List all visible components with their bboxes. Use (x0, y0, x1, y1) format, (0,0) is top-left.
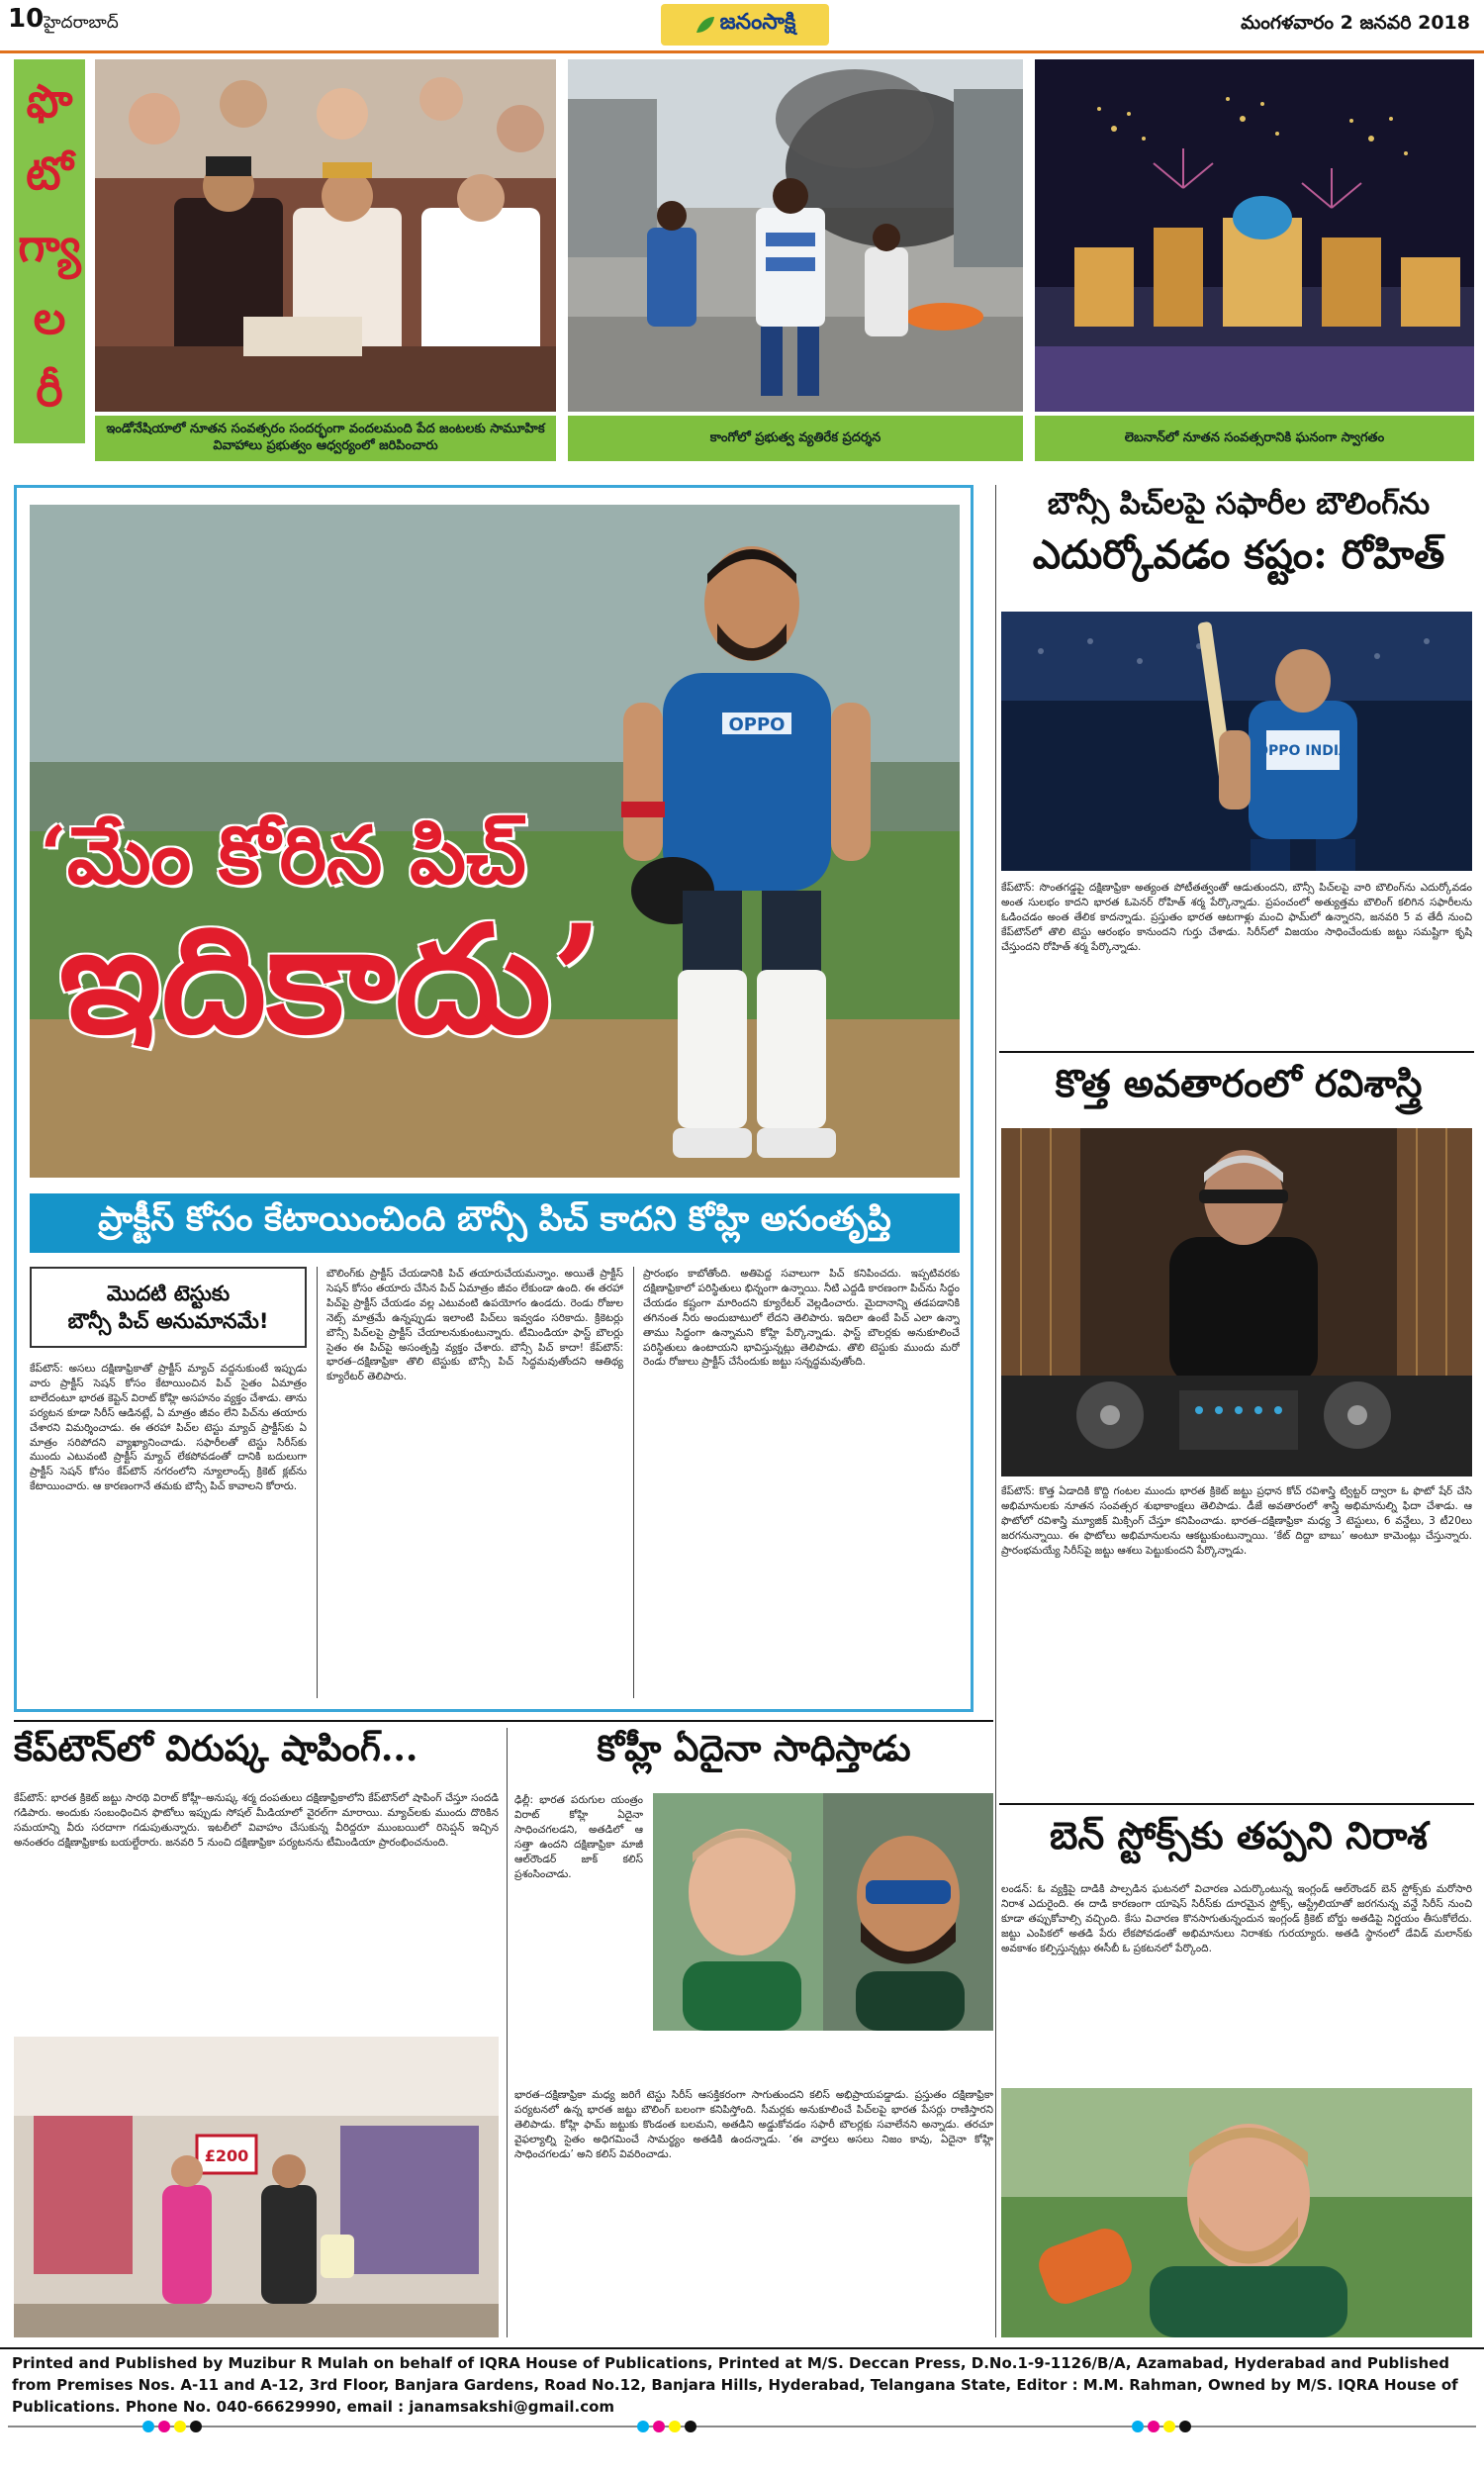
kohli-column-3: ప్రారంభం కాబోతోంది. అతిపెద్ద సవాలుగా పిచ్ కనిపించదు. ఇప్పటివరకు దక్షిణాఫ్రికాలో పరిస్థితులు భిన్నంగా ఉన్నాయి. నీటి ఎద్దడి కారణంగా పిచ్‌ను సిద్ధం చేయడం కష్టంగా మారిందని క్యూరేటర్ వెల్లడించారు. మైదానాన్ని తడపడానికి తగినంత నీరు అందుబాటులో లేదని తెలిపారు. ఇదిలా ఉంటే పిచ్ ఎలా ఉన్నా తాము సిద్ధంగా ఉన్నామని కోహ్లి పేర్కొన్నాడు. ఫాస్ట్ బౌలర్లకు అనుకూలించే పరిస్థితులు ఉంటాయని భావిస్తున్నట్లు తెలిపాడు. తొలి టెస్టుకు ముందు మరో రెండు రోజులు ప్రాక్టీస్ చేసేందుకు జట్టు సన్నద్ధమవుతోంది. (643, 1268, 960, 1369)
gallery-photo-lebanon-fireworks (1035, 59, 1474, 412)
kohli-can-body: భారత–దక్షిణాఫ్రికా మధ్య జరిగే టెస్టు సిరీస్ ఆసక్తికరంగా సాగుతుందని కలిస్ అభిప్రాయపడ్డాడు. ప్రస్తుతం దక్షిణాఫ్రికా పర్యటనలో ఉన్న భారత జట్టు బౌలింగ్ బలంగా కనిపిస్తోంది. సీమర్లకు అనుకూలించే పిచ్‌లపై భారత పేసర్లు రాణిస్తారని తెలిపాడు. కోహ్లి ఫామ్ జట్టుకు కొండంత బలమని, అతడిని అడ్డుకోవడం సఫారీ బౌలర్లకు సవాలేనని అన్నాడు. తరచూ వైఫల్యాల్ని సైతం అధిగమించే సామర్థ్యం అతడికి ఉందన్నాడు. ‘ఈ వార్తలు అసలు నిజం కావు, ఏదైనా కోహ్లి సాధించగలడు’ అని కలిస్ వివరించాడు. (514, 2089, 993, 2160)
kohli-column-1: కేప్‌టౌన్: అసలు దక్షిణాఫ్రికాతో ప్రాక్టీస్ మ్యాచ్ వద్దనుకుంటే ఇప్పుడు వారు ప్రాక్టీస్ సెషన్ కోసం కేటాయించిన పిచ్ సైతం ఏమాత్రం బాలేదంటూ భారత కెప్టెన్ విరాట్ కోహ్లి అసహనం వ్యక్తం చేశాడు. తాను పర్యటన కూడా సిరీస్ ఆడినట్లే, ఏ మాత్రం జీవం లేని పిచ్‌ను తయారు చేశారని విమర్శించాడు. ఈ తరహా పిచ్‌ల టెస్టు మ్యాచ్ ప్రాక్టీస్‌కు ఏ మాత్రం సరిపోదని వ్యాఖ్యానించాడు. సఫారీలతో టెస్టు సిరీస్‌కు ముందు ఎటువంటి ప్రాక్టీస్ మ్యాచ్ లేకపోవడంతో దానికి బదులుగా ప్రాక్టీస్ సెషన్ కోసం కేప్‌టౌన్ నగరంలోని న్యూలాండ్స్ క్రికెట్ క్లబ్‌ను కేటాయించారు. ఆ కారణంగానే తమకు బౌన్సీ పిచ్ కావాలని కోరారు. (30, 1363, 307, 1493)
ravi-shastri-dj-photo (1001, 1128, 1472, 1476)
capetown-body: కేప్‌టౌన్: భారత క్రికెట్ జట్టు సారథి విరాట్ కోహ్లీ–అనుష్క శర్మ దంపతులు దక్షిణాఫ్రికాలోని కేప్‌టౌన్‌లో షాపింగ్ చేస్తూ సందడి గడిపారు. అందుకు సంబంధించిన ఫొటోలు ఇప్పుడు సోషల్ మీడియాలో వైరల్‌గా మారాయి. మ్యాచ్‌లకు ముందు దొరికిన సమయాన్ని వీరు సరదాగా గడుపుతున్నారు. ఇటలీలో వివాహం చేసుకున్న వీరిద్దరూ ముంబయిలో రిసెప్షన్ ఇచ్చిన అనంతరం దక్షిణాఫ్రికాకు బయల్దేరారు. జనవరి 5 నుంచి దక్షిణాఫ్రికా పర్యటనను టీమిండియా ప్రారంభించనుంది. (14, 1792, 499, 1849)
gallery-label-char: రీ (36, 362, 63, 417)
gallery-label-char: ల (33, 290, 66, 344)
kohli-can-intro: ఢిల్లీ: భారత పరుగుల యంత్రం విరాట్ కోహ్లి ఏదైనా సాధించగలడని, అతడిలో ఆ సత్తా ఉందని దక్షిణాఫ్రికా మాజీ ఆల్‌రౌండర్ జాక్ కలిస్ ప్రశంసించాడు. (514, 1794, 643, 1880)
ravi-headline: కొత్త అవతారంలో రవిశాస్త్రి (1055, 1061, 1423, 1105)
store-price-sign: £200 (204, 2146, 249, 2165)
gallery-photo-congo-protest (568, 59, 1023, 412)
virushka-shopping-photo (14, 2037, 499, 2337)
rohit-body: కేప్‌టౌన్: సొంతగడ్డపై దక్షిణాఫ్రికా అత్యంత పోటీతత్వంతో ఆడుతుందని, బౌన్సీ పిచ్‌లపై వారి బౌలింగ్‌ను ఎదుర్కోవడం అంత సులభం కాదని భారత ఓపెనర్ రోహిత్ శర్మ పేర్కొన్నాడు. ప్రపంచంలో అత్యుత్తమ బౌలింగ్ కలిగిన సఫారీలను ఓడించడం అంత తేలిక కాదన్నాడు. ప్రస్తుతం భారత ఆటగాళ్లు మంచి ఫామ్‌లో ఉన్నారని, జనవరి 5 వ తేదీ నుంచి కేప్‌టౌన్‌లో తొలి టెస్టు ఆరంభం కానుందని గుర్తు చేశాడు. సిరీస్‌లో విజయం సాధించేందుకు జట్టు సమష్టిగా కృషి చేస్తుందని రోహిత్ శర్మ పేర్కొన్నాడు. (1001, 882, 1472, 953)
column-divider (995, 485, 996, 2337)
kallis-kohli-photo (653, 1793, 993, 2031)
kohli-subhead-line2: బౌన్సీ పిచ్ అనుమానమే! (67, 1309, 269, 1333)
kohli-can-headline: కోహ్లీ ఏదైనా సాధిస్తాడు (597, 1728, 911, 1769)
section-divider (14, 1720, 993, 1722)
stokes-body: లండన్: ఓ వ్యక్తిపై దాడికి పాల్పడిన ఘటనలో విచారణ ఎదుర్కొంటున్న ఇంగ్లండ్ ఆల్‌రౌండర్ బెన్ స్టోక్స్‌కు మరోసారి నిరాశ ఎదురైంది. ఈ దాడి కారణంగా యాషెస్ సిరీస్‌కు దూరమైన స్టోక్స్, ఆస్ట్రేలియాతో జరగనున్న వన్డే సిరీస్ నుంచి కూడా తప్పుకోవాల్సి వచ్చింది. కేసు విచారణ కొనసాగుతున్నందున ఇంగ్లండ్ క్రికెట్ బోర్డు అతడిపై నిర్ణయం తీసుకోలేదు. జట్టు ఎంపికలో అతడి పేరు లేకపోవడంతో అభిమానులు నిరాశకు గురయ్యారు. అతడి స్థానంలో డేవిడ్ మలాన్‌కు అవకాశం కల్పిస్తున్నట్లు ఈసీబీ ఓ ప్రకటనలో పేర్కొంది. (1001, 1883, 1472, 1954)
rohit-photo (1001, 612, 1472, 871)
kohli-headline-line1: ‘మేం కోరిన పిచ్ (40, 809, 526, 902)
gallery-caption-lebanon: లెబనాన్‌లో నూతన సంవత్సరానికి ఘనంగా స్వాగతం (1035, 416, 1474, 461)
gallery-label-char: ఫొ (26, 74, 73, 129)
section-divider (999, 1051, 1474, 1053)
column-divider (317, 1267, 318, 1698)
edition-label: హైదరాబాద్ (44, 13, 119, 33)
masthead (0, 0, 1484, 53)
page-number: 10 (8, 4, 45, 34)
kohli-column-2: బౌలింగ్‌కు ప్రాక్టీస్ చేయడానికి పిచ్ తయారుచేయమన్నాం. అయితే ప్రాక్టీస్ సెషన్ కోసం తయారు చేసిన పిచ్ ఏమాత్రం జీవం లేకుండా ఉంది. ఈ తరహా పిచ్‌పై ప్రాక్టీస్ చేయడం వల్ల ఎటువంటి ఉపయోగం ఉండదు. రెండు రోజుల నెట్స్ మాత్రమే ఉన్నప్పుడు ఇలాంటి పిచ్‌లు ఇవ్వడం సరికాదు. క్రికెటర్లు బౌన్సీ పిచ్‌లపై ప్రాక్టీస్ చేయాలనుకుంటున్నారు. టీమిండియా ఫాస్ట్ బౌలర్లు సైతం ఈ పిచ్‌పై అసంతృప్తి వ్యక్తం చేశారు. బౌన్సీ పిచ్ కాదా! కేప్‌టౌన్: భారత–దక్షిణాఫ్రికా తొలి టెస్టుకు బౌన్సీ పిచ్ సిద్ధమవుతోందని ఆతిథ్య క్యూరేటర్ తెలిపారు. (326, 1268, 623, 1383)
section-divider (999, 1803, 1474, 1805)
issue-date: మంగళవారం 2 జనవరి 2018 (1241, 12, 1470, 34)
column-divider (507, 1728, 508, 2337)
kohli-banner: ప్రాక్టీస్ కోసం కేటాయించింది బౌన్సీ పిచ్ కాదని కోహ్లి అసంతృప్తి (30, 1193, 960, 1253)
kohli-subhead-line1: మొదటి టెస్టుకు (106, 1281, 231, 1305)
kohli-jersey-text: OPPO (728, 714, 786, 735)
gallery-label-char: టో (26, 146, 73, 201)
kohli-subhead (30, 1267, 307, 1348)
gallery-label-char: గ్యా (18, 218, 81, 272)
gallery-caption-indonesia: ఇండోనేషియాలో నూతన సంవత్సరం సందర్భంగా వందలమంది పేద జంటలకు సామూహిక వివాహాలు ప్రభుత్వం ఆధ్వర్యంలో జరిపించారు (95, 416, 556, 461)
capetown-headline: కేప్‌టౌన్‌లో విరుష్క షాపింగ్... (14, 1728, 418, 1769)
gallery-photo-indonesia-wedding (95, 59, 556, 412)
kohli-headline-line2: ఇదికాదు’ (59, 893, 603, 1067)
photo-gallery-label (14, 59, 85, 443)
rohit-jersey-text: OPPO INDIA (1256, 743, 1349, 759)
column-divider (633, 1267, 634, 1698)
logo-text: జనంసాక్షి (719, 10, 796, 35)
print-registration-strip (0, 2415, 1484, 2438)
ravi-body: కేప్‌టౌన్: కొత్త ఏడాదికి కొద్ది గంటల ముందు భారత క్రికెట్ జట్టు ప్రధాన కోచ్ రవిశాస్త్రి ట్విట్టర్ ద్వారా ఓ ఫొటో షేర్ చేసి అభిమానులకు నూతన సంవత్సర శుభాకాంక్షలు తెలిపాడు. డీజే అవతారంలో శాస్త్రి అభిమానుల్ని ఫిదా చేశాడు. ఆ ఫొటోలో రవిశాస్త్రి మ్యూజిక్ మిక్సింగ్ చేస్తూ కనిపించాడు. భారత–దక్షిణాఫ్రికా మధ్య 3 టెస్టులు, 6 వన్డేలు, 3 టీ20లు జరగనున్నాయి. ఈ ఫొటోలు అభిమానులను ఆకట్టుకుంటున్నాయి. ‘కేట్ దిద్దా బాబు’ అంటూ కామెంట్లు చేస్తున్నారు. ప్రారంభమయ్యే సిరీస్‌పై జట్టు ఆశలు పెట్టుకుందని పేర్కొన్నాడు. (1001, 1485, 1472, 1557)
newspaper-logo (661, 4, 829, 46)
rohit-headline (1001, 483, 1476, 584)
rohit-headline-line2: ఎదుర్కోవడం కష్టం: రోహిత్ (1032, 530, 1445, 578)
kohli-headline (40, 809, 653, 1067)
imprint-footer: Printed and Published by Muzibur R Mulah on behalf of IQRA House of Publications, Printed at M/S. Deccan Press, D.No.1-9-1126/B/A, Azamabad, Hyderabad and Published from Premises Nos. A-11 and A-12, 3rd Floor, Banjara Gardens, Road No.12, Banjara Hills, Hyderabad, Telangana State, Editor : M.M. Rahman, Owned by M/S. IQRA House of Publications. Phone No. 040-66629990, email : janamsakshi@gmail.com (0, 2347, 1484, 2407)
gallery-caption-congo: కాంగోలో ప్రభుత్వ వ్యతిరేక ప్రదర్శన (568, 416, 1023, 461)
rohit-headline-line1: బౌన్సీ పిచ్‌లపై సఫారీల బౌలింగ్‌ను (1047, 487, 1431, 522)
logo-leaf-icon (695, 15, 716, 35)
stokes-headline: బెన్ స్టోక్స్‌కు తప్పని నిరాశ (1050, 1813, 1428, 1857)
ben-stokes-photo (1001, 2088, 1472, 2337)
